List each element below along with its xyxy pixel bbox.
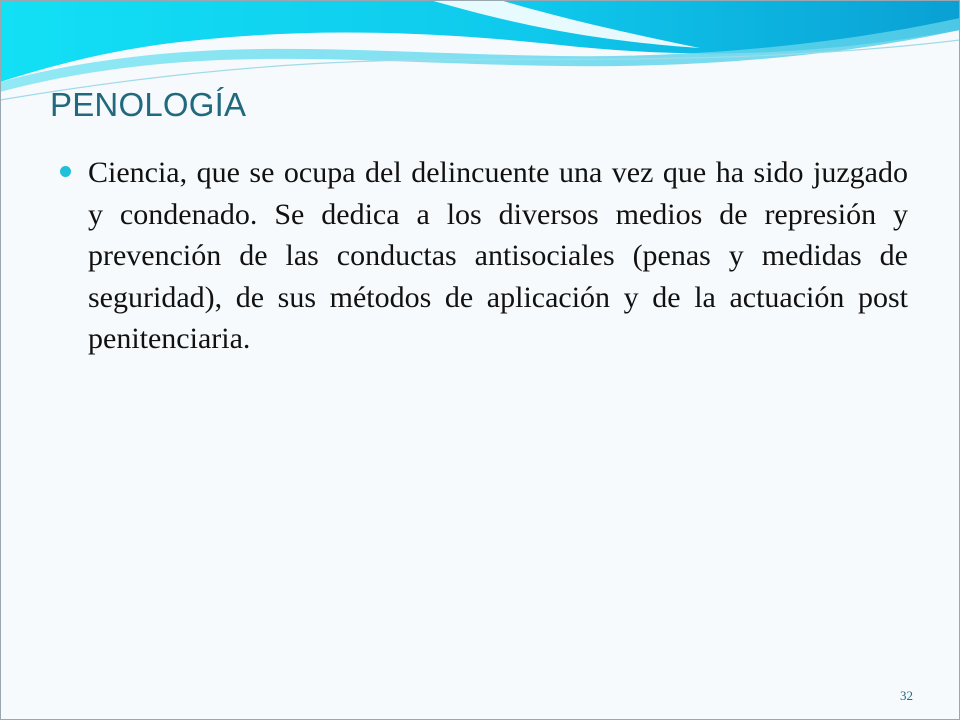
slide-title: PENOLOGÍA <box>50 86 247 123</box>
bullet-icon <box>60 166 71 177</box>
slide-content <box>60 152 908 360</box>
bullet-text: Ciencia, que se ocupa del delincuente una vez que ha sido juzgado y condenado. Se dedica a los diversos medios de represión y prevención de las conductas antisociales (penas y medidas de seguridad), de sus métodos de aplicación y de la actuación post penitenciaria. <box>88 156 908 355</box>
bullet-item <box>60 152 908 360</box>
page-number: 32 <box>900 688 913 703</box>
